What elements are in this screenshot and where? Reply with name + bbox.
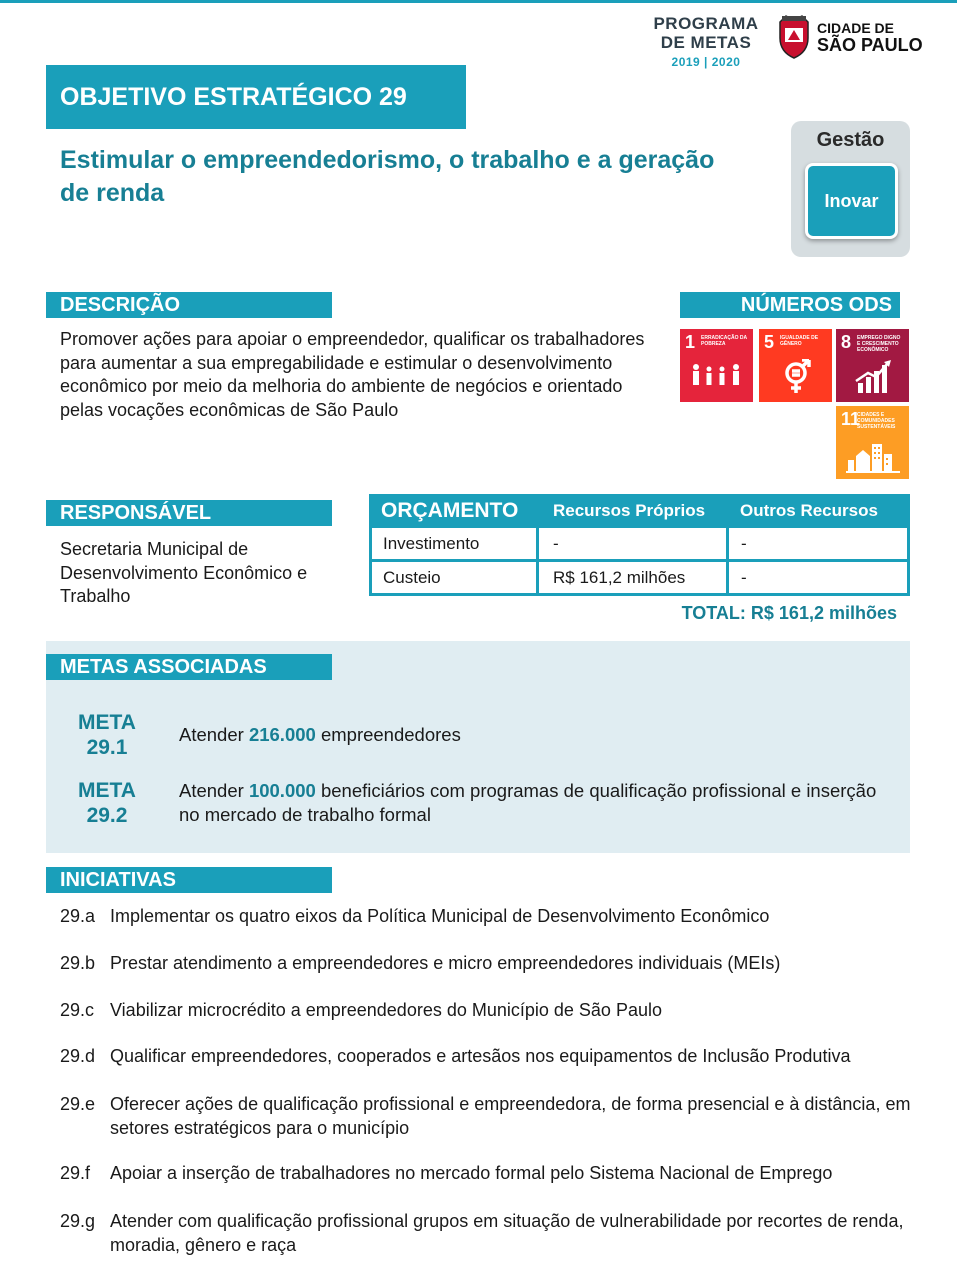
orcamento-header-row	[369, 494, 910, 528]
list-item	[60, 905, 920, 929]
col-outros-recursos: Outros Recursos	[740, 501, 878, 520]
item-text: Apoiar a inserção de trabalhadores no mercado formal pelo Sistema Nacional de Emprego	[110, 1163, 833, 1183]
meta-highlight: 216.000	[248, 724, 316, 745]
list-item	[60, 1093, 920, 1140]
orcamento-header: ORÇAMENTO	[381, 499, 519, 522]
meta-word: META	[78, 779, 136, 802]
gestao-panel	[791, 121, 910, 257]
ods-number: 1	[685, 332, 696, 352]
ods-text: EMPREGO DIGNO E CRESCIMENTO ECONÔMICO	[857, 335, 901, 353]
meta-post: empreendedores	[315, 724, 461, 745]
objective-label: OBJETIVO ESTRATÉGICO 29	[46, 65, 466, 129]
programa-de-metas-logo	[650, 14, 762, 69]
growth-chart-icon	[846, 359, 900, 395]
ods-number: 5	[764, 332, 775, 352]
item-code: 29.f	[60, 1163, 91, 1183]
item-text: Viabilizar microcrédito a empreendedores do Município de São Paulo	[110, 1000, 662, 1020]
item-code: 29.a	[60, 906, 96, 926]
row-outros: -	[741, 534, 747, 553]
meta-text	[179, 779, 879, 826]
orcamento-total: TOTAL: R$ 161,2 milhões	[681, 603, 897, 623]
row-label: Custeio	[372, 562, 539, 593]
meta-label	[64, 778, 150, 828]
buildings-icon	[846, 436, 900, 474]
city-crest-icon	[776, 14, 812, 60]
ods-tile-1	[680, 329, 753, 402]
row-outros: -	[741, 568, 747, 587]
top-divider	[0, 0, 957, 3]
meta-label	[64, 710, 150, 760]
col-recursos-proprios: Recursos Próprios	[553, 501, 706, 520]
descricao-header: DESCRIÇÃO	[46, 292, 332, 318]
meta-post: beneficiários com programas de qualificação profissional e inserção no mercado de trabalho formal	[179, 780, 877, 825]
item-code: 29.c	[60, 1000, 95, 1020]
meta-number: 29.2	[86, 804, 128, 827]
item-code: 29.g	[60, 1211, 96, 1231]
item-text: Prestar atendimento a empreendedores e micro empreendedores individuais (MEIs)	[110, 953, 781, 973]
ods-tile-11	[836, 406, 909, 479]
row-proprios: R$ 161,2 milhões	[539, 562, 729, 593]
item-code: 29.e	[60, 1094, 96, 1114]
item-text: Qualificar empreendedores, cooperados e artesãos nos equipamentos de Inclusão Produtiva	[110, 1046, 851, 1066]
logo-line-1: PROGRAMA	[653, 14, 759, 33]
meta-pre: Atender	[179, 724, 249, 745]
objective-title: Estimular o empreendedorismo, o trabalho e a geração de renda	[60, 146, 715, 207]
item-text: Atender com qualificação profissional grupos em situação de vulnerabilidade por recortes de renda, moradia, gênero e raça	[110, 1211, 904, 1255]
meta-highlight: 100.000	[248, 780, 316, 801]
meta-text	[179, 723, 879, 747]
ods-tile-8	[836, 329, 909, 402]
logo-line-2: DE METAS	[660, 33, 752, 52]
people-icon	[690, 359, 744, 393]
logo-years: 2019 | 2020	[671, 55, 741, 69]
gender-icon	[769, 359, 823, 395]
row-proprios: -	[539, 528, 729, 559]
list-item	[60, 1045, 920, 1069]
ods-text: ERRADICAÇÃO DA POBREZA	[701, 335, 747, 347]
table-row	[369, 528, 910, 562]
ods-tile-5	[759, 329, 832, 402]
meta-number: 29.1	[86, 736, 128, 759]
meta-word: META	[78, 711, 136, 734]
inovar-badge: Inovar	[805, 163, 898, 239]
responsavel-header: RESPONSÁVEL	[46, 500, 332, 526]
orcamento-table	[369, 494, 910, 596]
item-code: 29.d	[60, 1046, 96, 1066]
list-item	[60, 952, 920, 976]
ods-header: NÚMEROS ODS	[680, 292, 900, 318]
ods-text: IGUALDADE DE GÊNERO	[780, 335, 819, 347]
logo-sao-paulo: SÃO PAULO	[817, 35, 923, 55]
item-code: 29.b	[60, 953, 96, 973]
meta-pre: Atender	[179, 780, 249, 801]
ods-text: CIDADES E COMUNIDADES SUSTENTÁVEIS	[857, 412, 896, 430]
list-item	[60, 999, 920, 1023]
row-label: Investimento	[372, 528, 539, 559]
logo-cidade-de: CIDADE DE	[817, 20, 895, 36]
gestao-label: Gestão	[816, 129, 885, 151]
item-text: Oferecer ações de qualificação profissional e empreendedora, de forma presencial e à distância, em setores estratégicos para o município	[110, 1094, 911, 1138]
list-item	[60, 1162, 920, 1186]
table-row	[369, 562, 910, 596]
iniciativas-header: INICIATIVAS	[46, 867, 332, 893]
list-item	[60, 1210, 920, 1257]
item-text: Implementar os quatro eixos da Política Municipal de Desenvolvimento Econômico	[110, 906, 770, 926]
metas-header: METAS ASSOCIADAS	[46, 654, 332, 680]
descricao-text: Promover ações para apoiar o empreendedor, qualificar os trabalhadores para aumentar a sua empregabilidade e estimular o desenvolvimento econômico por meio da melhoria do ambiente de negócios e orientado pelas vocações econômicas de São Paulo	[60, 329, 645, 420]
responsavel-text: Secretaria Municipal de Desenvolvimento Econômico e Trabalho	[60, 539, 308, 606]
ods-number: 8	[841, 332, 852, 352]
ods-number: 11	[841, 409, 861, 429]
cidade-sao-paulo-logo	[817, 20, 923, 55]
